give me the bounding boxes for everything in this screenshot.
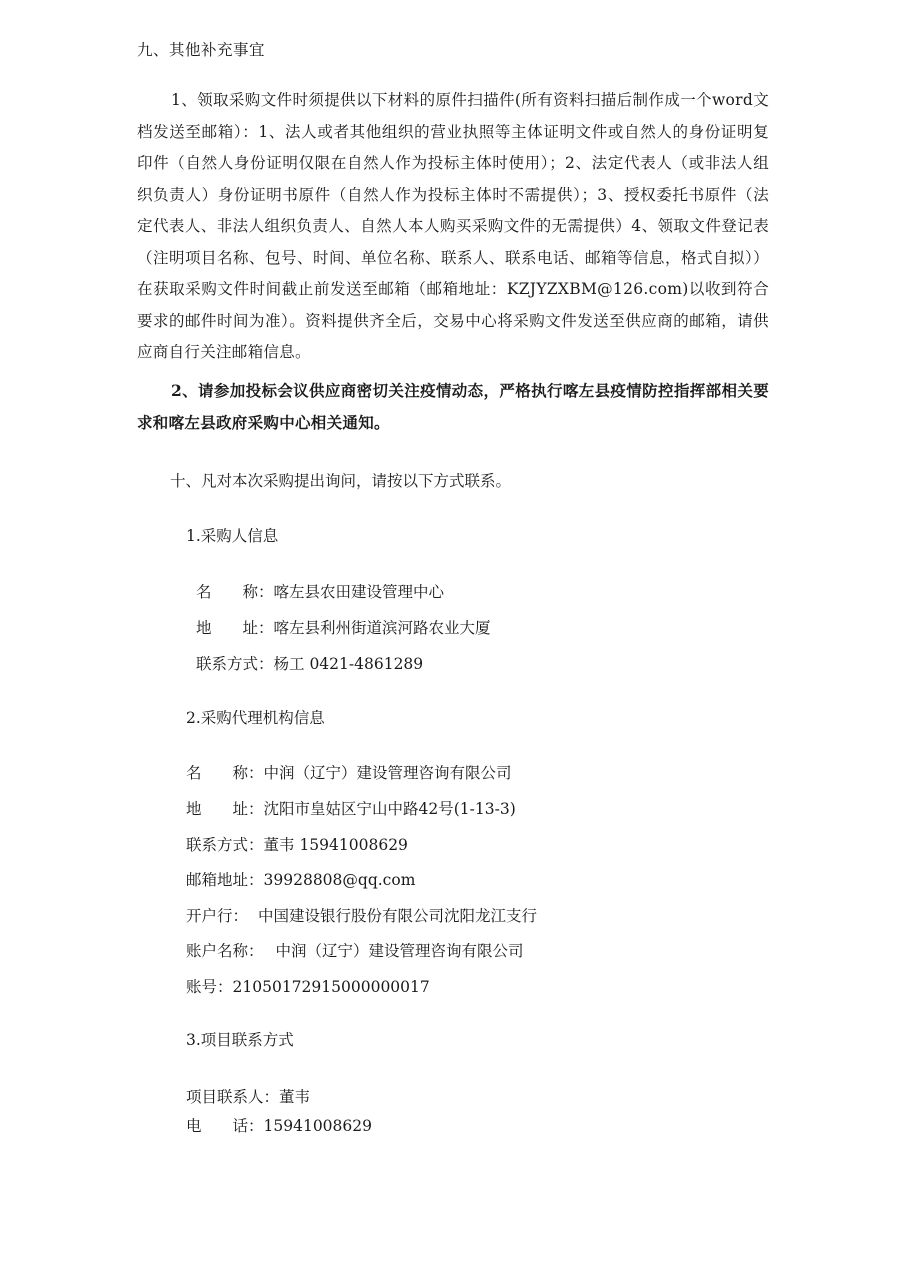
agency-name-label: 名 称： <box>186 764 264 782</box>
section-9-item-1 <box>137 85 769 369</box>
buyer-contact-label: 联系方式： <box>196 655 274 673</box>
agency-address-row <box>186 797 516 819</box>
buyer-name-row <box>196 580 444 602</box>
project-person: 董韦 <box>279 1088 311 1106</box>
agency-bank: 中国建设银行股份有限公司沈阳龙江支行 <box>258 907 538 925</box>
section-9-item-2 <box>137 375 769 438</box>
agency-contact: 董韦 15941008629 <box>263 836 408 854</box>
agency-account-name-row <box>186 939 524 961</box>
project-person-row <box>186 1085 310 1107</box>
agency-email-row <box>186 868 415 890</box>
agency-account-name-label: 账户名称： <box>186 942 264 960</box>
buyer-name: 喀左县农田建设管理中心 <box>273 583 445 601</box>
agency-email: 39928808@qq.com <box>263 871 416 889</box>
section-10-title: 十、凡对本次采购提出询问，请按以下方式联系。 <box>170 472 512 490</box>
project-heading: 3.项目联系方式 <box>186 1031 294 1049</box>
agency-contact-label: 联系方式： <box>186 836 264 854</box>
agency-address-label: 地 址： <box>186 800 264 818</box>
agency-email-label: 邮箱地址： <box>186 871 264 889</box>
section-9-title: 九、其他补充事宜 <box>137 41 266 59</box>
project-person-label: 项目联系人： <box>186 1088 280 1106</box>
agency-name-row <box>186 761 512 783</box>
project-phone-label: 电 话： <box>186 1117 264 1135</box>
agency-address: 沈阳市皇姑区宁山中路42号(1-13-3) <box>263 800 516 818</box>
buyer-contact: 杨工 0421-4861289 <box>273 655 424 673</box>
buyer-address-row <box>196 616 491 638</box>
agency-account-no: 21050172915000000017 <box>232 978 430 996</box>
agency-account-name: 中润（辽宁）建设管理咨询有限公司 <box>275 942 524 960</box>
buyer-contact-row <box>196 652 423 674</box>
buyer-address-label: 地 址： <box>196 619 274 637</box>
buyer-address: 喀左县利州街道滨河路农业大厦 <box>273 619 491 637</box>
agency-account-no-label: 账号： <box>186 978 233 996</box>
agency-bank-row <box>186 904 537 926</box>
item-1-text: 1、领取采购文件时须提供以下材料的原件扫描件(所有资料扫描后制作成一个word文档发送至邮箱）：1、法人或者其他组织的营业执照等主体证明文件或自然人的身份证明复印件（自然人身份证明仅限在自然人作为投标主体时使用）；2、法定代表人（或非法人组织负责人）身份证明书原件（自然人作为投标主体时不需提供）；3、授权委托书原件（法定代表人、非法人组织负责人、自然人本人购买采购文件的无需提供）4、领取文件登记表（注明项目名称、包号、时间、单位名称、联系人、联系电话、邮箱等信息，格式自拟））在获取采购文件时间截止前发送至邮箱（邮箱地址：KZJYZXBM@126.com)以收到符合要求的邮件时间为准）。资料提供齐全后，交易中心将采购文件发送至供应商的邮箱，请供应商自行关注邮箱信息。 <box>137 91 769 361</box>
project-phone: 15941008629 <box>263 1117 372 1135</box>
agency-contact-row <box>186 833 408 855</box>
agency-name: 中润（辽宁）建设管理咨询有限公司 <box>263 764 512 782</box>
project-phone-row <box>186 1114 372 1136</box>
buyer-heading: 1.采购人信息 <box>186 527 279 545</box>
agency-account-no-row <box>186 975 430 997</box>
agency-heading: 2.采购代理机构信息 <box>186 709 325 727</box>
agency-bank-label: 开户行： <box>186 907 249 925</box>
item-2-text: 2、请参加投标会议供应商密切关注疫情动态，严格执行喀左县疫情防控指挥部相关要求和喀左县政府采购中心相关通知。 <box>137 381 769 432</box>
buyer-name-label: 名 称： <box>196 583 274 601</box>
